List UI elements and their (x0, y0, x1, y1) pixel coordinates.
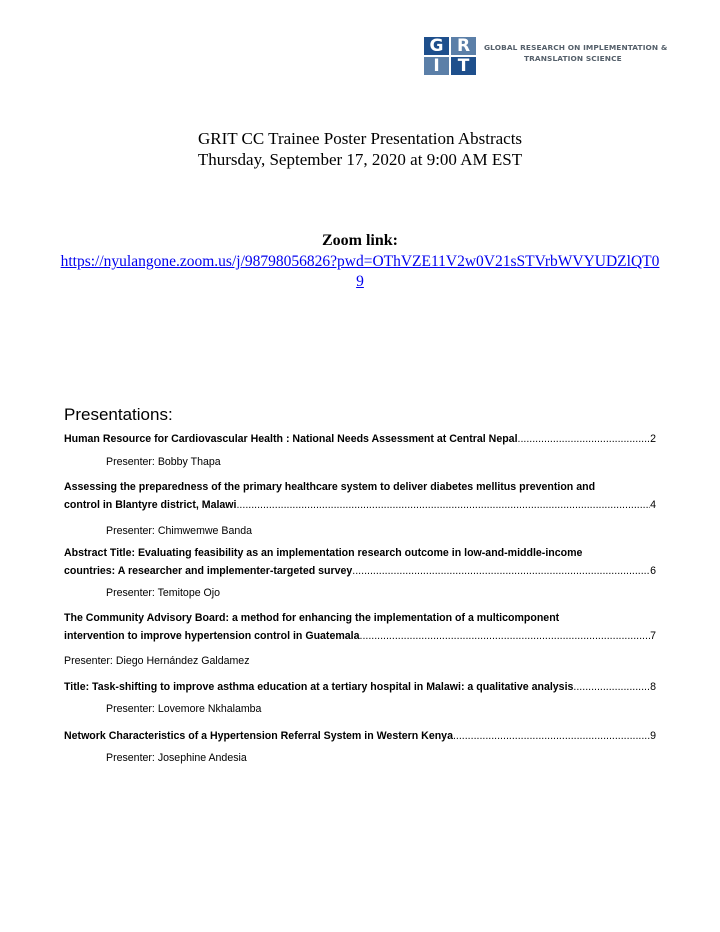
toc-entry[interactable] (64, 544, 656, 580)
toc-leader (573, 678, 650, 696)
document-title: GRIT CC Trainee Poster Presentation Abstracts (197, 129, 523, 148)
toc-leader (360, 627, 651, 645)
toc-leader (453, 727, 650, 745)
presentations-heading: Presentations: (64, 405, 173, 424)
toc-entry-title: control in Blantyre district, Malawi (64, 499, 237, 511)
toc-entry[interactable] (64, 430, 656, 448)
toc-page-number: 2 (650, 433, 656, 445)
presenter: Presenter: Temitope Ojo (106, 587, 221, 599)
toc-leader (518, 430, 651, 448)
toc-leader (236, 496, 650, 514)
toc-entry-title: intervention to improve hypertension control in Guatemala (64, 630, 360, 642)
presenter: Presenter: Chimwemwe Banda (106, 525, 253, 537)
toc-page-number: 7 (650, 630, 656, 642)
presenter: Presenter: Diego Hernández Galdamez (64, 655, 250, 667)
toc-entry[interactable] (64, 678, 656, 696)
logo-letter: R (451, 37, 476, 55)
toc-leader (352, 562, 650, 580)
logo-letter: G (424, 37, 449, 55)
toc-entry[interactable] (64, 478, 656, 514)
grit-logo-mark (424, 37, 476, 75)
logo-letter: T (451, 57, 476, 75)
logo-letter: I (424, 57, 449, 75)
logo-line-2: TRANSLATION SCIENCE (524, 54, 622, 63)
document-title-block (0, 128, 720, 170)
toc-page-number: 6 (650, 565, 656, 577)
presenter: Presenter: Josephine Andesia (106, 752, 247, 764)
document-subtitle: Thursday, September 17, 2020 at 9:00 AM EST (197, 150, 523, 169)
logo-wordmark (484, 42, 684, 64)
toc-entry[interactable] (64, 727, 656, 745)
toc-entry-title: Title: Task-shifting to improve asthma education at a tertiary hospital in Malawi: a qualitative analysis (64, 681, 574, 693)
presenter: Presenter: Bobby Thapa (106, 456, 221, 468)
toc-entry-title-line: Assessing the preparedness of the primary healthcare system to deliver diabetes mellitus prevention and (64, 481, 596, 493)
toc-page-number: 8 (650, 681, 656, 693)
toc-entry-title: Network Characteristics of a Hypertension Referral System in Western Kenya (64, 730, 453, 742)
toc-page-number: 4 (650, 499, 656, 511)
presenter: Presenter: Lovemore Nkhalamba (106, 703, 262, 715)
zoom-link[interactable]: https://nyulangone.zoom.us/j/98798056826?pwd=OThVZE11V2w0V21sSTVrbWVYUDZlQT09 (60, 253, 660, 290)
toc-page-number: 9 (650, 730, 656, 742)
toc-entry-title-line: Abstract Title: Evaluating feasibility as an implementation research outcome in low-and-middle-income (64, 547, 583, 559)
toc-entry[interactable] (64, 609, 656, 645)
zoom-label: Zoom link: (321, 232, 398, 249)
toc-entry-title: Human Resource for Cardiovascular Health : National Needs Assessment at Central Nepal (64, 433, 518, 445)
toc-entry-title-line: The Community Advisory Board: a method for enhancing the implementation of a multicomponent (64, 612, 560, 624)
logo-line-1: GLOBAL RESEARCH ON IMPLEMENTATION & (484, 43, 668, 52)
grit-logo (424, 37, 674, 75)
toc-entry-title: countries: A researcher and implementer-targeted survey (64, 565, 353, 577)
